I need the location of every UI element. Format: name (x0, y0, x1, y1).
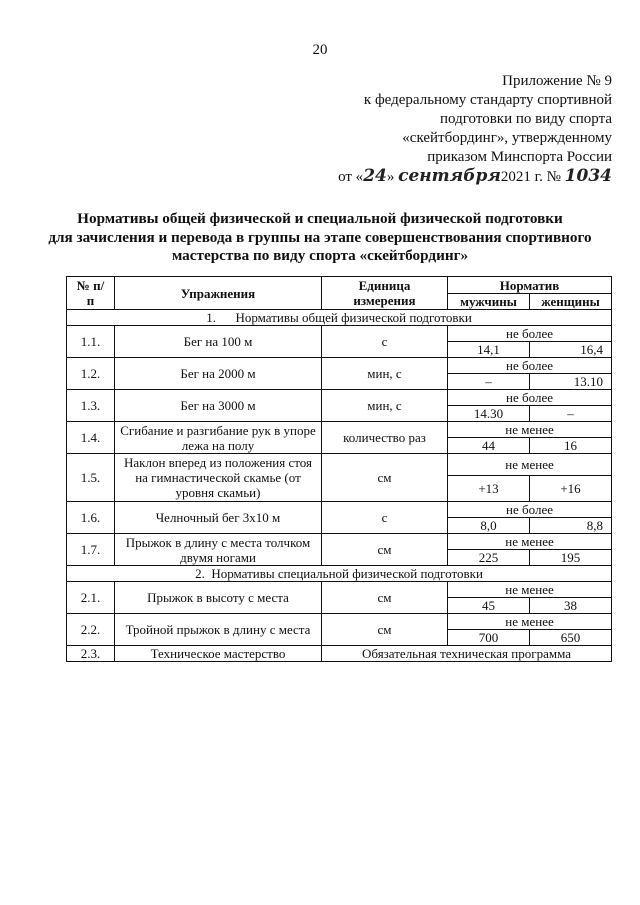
header-norm: Норматив (448, 277, 612, 294)
exercise-name: Бег на 3000 м (115, 390, 322, 422)
women-value: – (530, 406, 612, 422)
unit-cell: см (322, 614, 448, 646)
exercise-name: Техническое мастерство (115, 646, 322, 662)
exercise-name: Наклон вперед из положения стоя на гимнастической скамье (от уровня скамьи) (115, 454, 322, 502)
condition-cell: не более (448, 358, 612, 374)
norms-table (66, 276, 612, 662)
row-number: 1.3. (67, 390, 115, 422)
unit-cell: см (322, 534, 448, 566)
condition-cell: не менее (448, 582, 612, 598)
row-number: 1.1. (67, 326, 115, 358)
row-number: 1.4. (67, 422, 115, 454)
men-value: +13 (448, 476, 530, 502)
men-value: – (448, 374, 530, 390)
section-title: 2. Нормативы специальной физической подготовки (67, 566, 612, 582)
handwritten-order-number: 1034 (564, 166, 612, 186)
exercise-name: Прыжок в высоту с места (115, 582, 322, 614)
men-value: 44 (448, 438, 530, 454)
exercise-name: Тройной прыжок в длину с места (115, 614, 322, 646)
appendix-line: приказом Минспорта России (427, 149, 612, 165)
section-row (67, 566, 612, 582)
appendix-line: подготовки по виду спорта (440, 111, 612, 127)
unit-cell: с (322, 502, 448, 534)
handwritten-day: 24 (363, 166, 387, 186)
table-row (67, 646, 612, 662)
condition-cell: не менее (448, 422, 612, 438)
row-number: 2.3. (67, 646, 115, 662)
women-value: 38 (530, 598, 612, 614)
section-title: 1. Нормативы общей физической подготовки (67, 310, 612, 326)
title-line: для зачисления и перевода в группы на этапе совершенствования спортивного (48, 228, 592, 246)
table-row (67, 534, 612, 550)
unit-cell: см (322, 582, 448, 614)
unit-cell: см (322, 454, 448, 502)
men-value: 8,0 (448, 518, 530, 534)
section-row (67, 310, 612, 326)
condition-cell: не менее (448, 454, 612, 476)
row-number: 1.2. (67, 358, 115, 390)
men-value: 14.30 (448, 406, 530, 422)
condition-cell: не менее (448, 534, 612, 550)
unit-cell: мин, с (322, 390, 448, 422)
exercise-name: Бег на 2000 м (115, 358, 322, 390)
row-number: 1.6. (67, 502, 115, 534)
appendix-line: к федеральному стандарту спортивной (363, 92, 612, 108)
row-number: 1.5. (67, 454, 115, 502)
condition-cell: не более (448, 326, 612, 342)
unit-cell: с (322, 326, 448, 358)
row-number: 1.7. (67, 534, 115, 566)
women-value: 195 (530, 550, 612, 566)
unit-cell: количество раз (322, 422, 448, 454)
table-header-row (67, 277, 612, 294)
header-exercise: Упражнения (115, 277, 322, 310)
table-row (67, 582, 612, 598)
order-date-line (312, 167, 612, 187)
appendix-line: «скейтбординг», утвержденному (402, 130, 612, 146)
document-title (40, 210, 600, 266)
women-value: 16,4 (530, 342, 612, 358)
year-text: 2021 г. № (500, 169, 561, 185)
men-value: 225 (448, 550, 530, 566)
exercise-name: Сгибание и разгибание рук в упоре лежа на полу (115, 422, 322, 454)
women-value: 650 (530, 630, 612, 646)
title-line: мастерства по виду спорта «скейтбординг» (171, 247, 469, 264)
table-row (67, 390, 612, 406)
date-mid: » (386, 169, 395, 185)
handwritten-month: сентября (398, 166, 501, 186)
exercise-name: Прыжок в длину с места толчком двумя ногами (115, 534, 322, 566)
condition-cell: не более (448, 502, 612, 518)
title-line: Нормативы общей физической и специальной физической подготовки (77, 210, 563, 227)
header-unit: Единица измерения (322, 277, 448, 310)
women-value: 16 (530, 438, 612, 454)
women-value: 8,8 (530, 518, 612, 534)
page-number: 20 (312, 42, 328, 58)
table-row (67, 614, 612, 630)
condition-cell: не менее (448, 614, 612, 630)
exercise-name: Челночный бег 3х10 м (115, 502, 322, 534)
men-value: 14,1 (448, 342, 530, 358)
row-number: 2.1. (67, 582, 115, 614)
men-value: 700 (448, 630, 530, 646)
appendix-header (312, 72, 612, 187)
unit-cell: мин, с (322, 358, 448, 390)
exercise-name: Бег на 100 м (115, 326, 322, 358)
table-row (67, 502, 612, 518)
header-num: № п/п (67, 277, 115, 310)
men-value: 45 (448, 598, 530, 614)
table-row (67, 326, 612, 342)
merged-norm-cell: Обязательная техническая программа (322, 646, 612, 662)
appendix-line: Приложение № 9 (502, 73, 612, 89)
condition-cell: не более (448, 390, 612, 406)
table-row (67, 454, 612, 476)
header-women: женщины (530, 294, 612, 310)
women-value: 13.10 (530, 374, 612, 390)
women-value: +16 (530, 476, 612, 502)
table-row (67, 422, 612, 438)
date-prefix: от « (338, 169, 364, 185)
row-number: 2.2. (67, 614, 115, 646)
table-row (67, 358, 612, 374)
header-men: мужчины (448, 294, 530, 310)
